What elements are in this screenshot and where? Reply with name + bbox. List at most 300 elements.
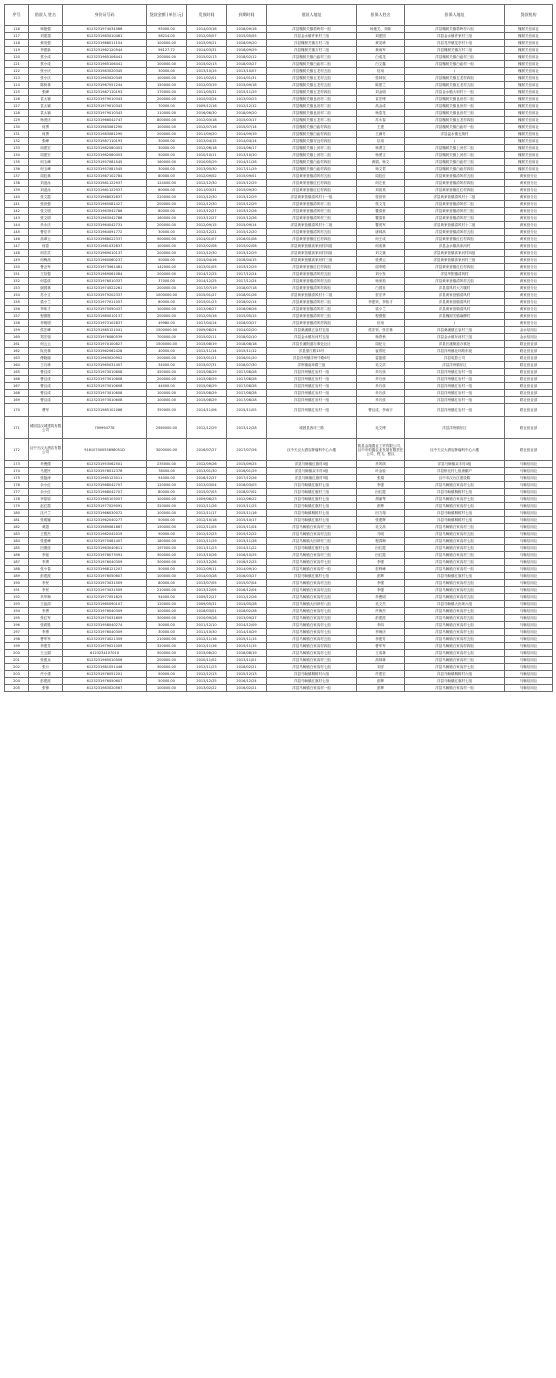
cell-id-number: 6123231973010608: [63, 376, 147, 383]
cell-guarantor-name: 白成龙: [357, 54, 405, 61]
cell-guarantor-address: 洋县溢水镇五狗村: [405, 131, 505, 138]
cell-index: 145: [5, 229, 29, 236]
cell-id-number: 6123231969061084: [63, 271, 147, 278]
cell-issue-date: 2013/01/21: [187, 355, 227, 362]
cell-guarantor-address: 洋县马畅镇桐树村六组: [405, 671, 505, 678]
cell-guarantor-name: 周李路: [357, 264, 405, 271]
cell-issue-date: 2015/07/31: [187, 362, 227, 369]
table-row: [5, 334, 553, 341]
cell-due-date: 2016/01/06: [227, 236, 267, 243]
cell-guarantor-address: 洋县马畅镇白家沟村五组: [405, 636, 505, 643]
cell-lending-institution: 黄家营分社: [505, 271, 553, 278]
table-row: [5, 257, 553, 264]
cell-loan-amount: 235000.00: [147, 461, 187, 468]
cell-due-date: 2016/02/21: [227, 685, 267, 692]
table-row: [5, 678, 553, 685]
cell-guarantor-name: 黄娟、杨文: [357, 159, 405, 166]
cell-index: 180: [5, 510, 29, 517]
cell-borrower-address: 城固县西环三路: [267, 417, 357, 439]
cell-id-number: 6123231976050607: [63, 573, 147, 580]
cell-lending-institution: 马畅信用社: [505, 475, 553, 482]
cell-guarantor-address: 洋县马畅镇白家沟村七组: [405, 664, 505, 671]
cell-loan-amount: 40000.00: [147, 348, 187, 355]
cell-id-number: 6123231973031509: [63, 580, 147, 587]
cell-index: 125: [5, 89, 29, 96]
cell-index: 170: [5, 404, 29, 417]
cell-borrower-address: 洋县洋州镇红岩村一组: [267, 369, 357, 376]
cell-borrower-name: 张文霞: [29, 194, 63, 201]
cell-issue-date: 2012/12/30: [187, 250, 227, 257]
cell-borrower-name: 张磊涛: [29, 475, 63, 482]
cell-due-date: 2018/09/16: [227, 26, 267, 33]
cell-due-date: 2016/03/03: [227, 482, 267, 489]
cell-issue-date: 2012/11/29: [187, 538, 227, 545]
cell-issue-date: 2014/03/28: [187, 573, 227, 580]
cell-lending-institution: 黄家营分社: [505, 306, 553, 313]
cell-issue-date: 2014/03/18: [187, 26, 227, 33]
cell-borrower-name: 曹应辛: [29, 229, 63, 236]
cell-id-number: 6123231967051244: [63, 82, 147, 89]
cell-index: 192: [5, 594, 29, 601]
cell-id-number: 6123231976012376: [63, 468, 147, 475]
cell-id-number: 91610700055698051D: [63, 439, 147, 461]
cell-index: 156: [5, 306, 29, 313]
cell-lending-institution: 马畅信用社: [505, 538, 553, 545]
cell-id-number: 6123231989081867: [63, 524, 147, 531]
cell-guarantor-name: 何成林: [357, 243, 405, 250]
cell-borrower-address: 洋县黄家营镇高家河村四组: [267, 250, 357, 257]
cell-issue-date: 2011/05/31: [187, 89, 227, 96]
cell-index: 119: [5, 47, 29, 54]
cell-due-date: 2015/02/08: [227, 243, 267, 250]
cell-guarantor-address: 洋县金水镇东河村三组: [405, 334, 505, 341]
table-row: [5, 580, 553, 587]
cell-index: 121: [5, 61, 29, 68]
cell-lending-institution: 马畅信用社: [505, 524, 553, 531]
cell-due-date: 2018/02/12: [227, 54, 267, 61]
cell-index: 186: [5, 552, 29, 559]
cell-borrower-address: 洋县槐树关镇白庙村四组: [267, 166, 357, 173]
cell-guarantor-address: /: [405, 138, 505, 145]
cell-borrower-name: 黄超: [29, 524, 63, 531]
cell-issue-date: 2009/08/24: [187, 327, 227, 334]
cell-borrower-address: 洋县黄家营镇清风村十二组: [267, 222, 357, 229]
cell-borrower-address: 洋县马畅镇红旗村七组: [267, 517, 357, 524]
cell-issue-date: 2012/11/14: [187, 348, 227, 355]
cell-index: 137: [5, 173, 29, 180]
cell-issue-date: 2012/09/11: [187, 566, 227, 573]
table-row: [5, 243, 553, 250]
cell-id-number: 6123231964091772: [63, 229, 147, 236]
cell-loan-amount: 30000.00: [147, 138, 187, 145]
cell-loan-amount: 170000.00: [147, 89, 187, 96]
cell-borrower-address: 洋县槐树关镇良田村二组: [267, 110, 357, 117]
cell-index: 141: [5, 201, 29, 208]
cell-id-number: 6123231973010608: [63, 390, 147, 397]
table-row: [5, 552, 553, 559]
cell-id-number: 6123234107010: [63, 650, 147, 657]
cell-issue-date: 2012/05/07: [187, 33, 227, 40]
cell-borrower-name: 张莉胜: [29, 622, 63, 629]
cell-loan-amount: 200000.00: [147, 201, 187, 208]
cell-index: 179: [5, 503, 29, 510]
cell-borrower-name: 曹汉成: [29, 390, 63, 397]
cell-loan-amount: 100000.00: [147, 608, 187, 615]
cell-id-number: 6123231977051825: [63, 594, 147, 601]
cell-guarantor-address: 洋县桑溪镇五皇村三组: [405, 327, 505, 334]
cell-id-number: 6123231963020902: [63, 355, 147, 362]
cell-borrower-address: 洋县黄家营镇清风村二组: [267, 306, 357, 313]
cell-id-number: 6123231976040309: [63, 559, 147, 566]
cell-loan-amount: 44000.00: [147, 383, 187, 390]
cell-id-number: 6123231974034566: [63, 26, 147, 33]
table-row: [5, 369, 553, 376]
cell-guarantor-address: 洋县黄家营镇清风村十二组: [405, 194, 505, 201]
cell-lending-institution: 马畅信用社: [505, 664, 553, 671]
cell-issue-date: 2012/09/02: [187, 173, 227, 180]
cell-loan-amount: 500000.00: [147, 236, 187, 243]
cell-issue-date: 2013/12/25: [187, 678, 227, 685]
cell-guarantor-name: 马明: [357, 531, 405, 538]
cell-borrower-name: 周虹林: [29, 173, 63, 180]
cell-index: 116: [5, 26, 29, 33]
cell-borrower-name: 赵红霞: [29, 503, 63, 510]
cell-guarantor-name: 田红霞: [357, 489, 405, 496]
cell-issue-date: 2015/08/20: [187, 650, 227, 657]
cell-guarantor-name: 肖俊明: [357, 594, 405, 601]
cell-lending-institution: 马畅信用社: [505, 671, 553, 678]
cell-index: 185: [5, 545, 29, 552]
cell-due-date: 2014/10/29: [227, 629, 267, 636]
cell-id-number: 6123231976040309: [63, 608, 147, 615]
cell-issue-date: 2016/07/27: [187, 439, 227, 461]
cell-lending-institution: 槐树关信用社: [505, 47, 553, 54]
cell-borrower-address: 汉中天汉大酒店肿瘤科中心六楼: [267, 439, 357, 461]
cell-lending-institution: 马畅信用社: [505, 643, 553, 650]
cell-borrower-name: 李建新: [29, 47, 63, 54]
cell-index: 176: [5, 482, 29, 489]
cell-borrower-address: 洋县黄家营镇清风村四组: [267, 320, 357, 327]
cell-due-date: 2013/10/10: [227, 152, 267, 159]
cell-lending-institution: 联社营业部: [505, 362, 553, 369]
cell-guarantor-address: 洋县黄家营镇清风村五组: [405, 173, 505, 180]
cell-loan-amount: 197000.00: [147, 545, 187, 552]
cell-index: 158: [5, 320, 29, 327]
cell-borrower-address: 洋县黄家营镇高家河村四组: [267, 243, 357, 250]
cell-loan-amount: 100000.00: [147, 306, 187, 313]
cell-lending-institution: 马畅信用社: [505, 503, 553, 510]
table-row: [5, 236, 553, 243]
cell-lending-institution: 联社营业部: [505, 390, 553, 397]
table-row: [5, 285, 553, 292]
table-row: [5, 103, 553, 110]
cell-index: 167: [5, 383, 29, 390]
cell-loan-amount: 200000.00: [147, 285, 187, 292]
cell-issue-date: 2013/12/27: [187, 215, 227, 222]
table-row: [5, 517, 553, 524]
cell-id-number: 6123231973102837: [63, 320, 147, 327]
cell-due-date: 2014/04/14: [227, 138, 267, 145]
cell-due-date: 2017/12/24: [227, 278, 267, 285]
table-row: [5, 194, 553, 201]
cell-id-number: 6123231973010608: [63, 397, 147, 404]
cell-borrower-address: 洋州镇南环路三组: [267, 362, 357, 369]
cell-loan-amount: 100000.00: [147, 496, 187, 503]
cell-index: 138: [5, 180, 29, 187]
cell-index: 191: [5, 587, 29, 594]
cell-borrower-address: 洋县黄家营镇清风村十一组: [267, 194, 357, 201]
cell-borrower-name: 曹汉成: [29, 383, 63, 390]
cell-due-date: 2014/02/20: [227, 327, 267, 334]
cell-borrower-address: 洋县马畅镇白家沟村七组: [267, 629, 357, 636]
table-row: [5, 650, 553, 657]
cell-issue-date: 2015/08/29: [187, 390, 227, 397]
cell-guarantor-address: 洋县槐树关镇白庙村四组: [405, 166, 505, 173]
cell-guarantor-name: 贺利峰: [357, 566, 405, 573]
cell-loan-amount: 200000.00: [147, 657, 187, 664]
cell-id-number: 6123231965010506: [63, 657, 147, 664]
cell-guarantor-address: 洋县马畅镇白家沟村七组: [405, 538, 505, 545]
cell-lending-institution: 马畅信用社: [505, 482, 553, 489]
cell-index: 174: [5, 468, 29, 475]
cell-borrower-address: 洋县洋州镇红岩村一组: [267, 383, 357, 390]
cell-guarantor-name: 唐林高: [357, 229, 405, 236]
cell-issue-date: 2009/12/16: [187, 103, 227, 110]
loan-table-sheet: [4, 4, 552, 692]
cell-borrower-name: 何勇: [29, 124, 63, 131]
cell-loan-amount: 800000.00: [147, 117, 187, 124]
cell-index: 129: [5, 117, 29, 124]
cell-borrower-name: 张锋: [29, 685, 63, 692]
cell-borrower-address: 洋县黄家营镇清风村十二组: [267, 292, 357, 299]
cell-borrower-address: 洋县洋州镇红岩村一组: [267, 397, 357, 404]
cell-index: 150: [5, 264, 29, 271]
cell-issue-date: 2017/07/19: [187, 285, 227, 292]
cell-borrower-name: 余小红: [29, 489, 63, 496]
cell-lending-institution: 槐树关信用社: [505, 124, 553, 131]
cell-lending-institution: 马畅信用社: [505, 517, 553, 524]
table-row: [5, 461, 553, 468]
cell-due-date: 2016/10/25: [227, 552, 267, 559]
cell-borrower-name: 刘建超: [29, 33, 63, 40]
table-row: [5, 587, 553, 594]
cell-guarantor-address: 洋县黄家营镇清风村三组: [405, 208, 505, 215]
cell-borrower-address: 洋县黄家营镇清风村三组: [267, 208, 357, 215]
cell-id-number: 6123231957081545: [63, 159, 147, 166]
cell-lending-institution: 金水信用社: [505, 334, 553, 341]
cell-lending-institution: 马畅信用社: [505, 461, 553, 468]
cell-issue-date: 2016/12/27: [187, 475, 227, 482]
cell-guarantor-name: 瞿虎军: [357, 222, 405, 229]
cell-due-date: 2018/01/26: [227, 292, 267, 299]
cell-id-number: 6123231968032837: [63, 194, 147, 201]
cell-index: 200: [5, 650, 29, 657]
cell-issue-date: 2012/12/30: [187, 180, 227, 187]
cell-id-number: 6123231976051201: [63, 671, 147, 678]
cell-guarantor-name: 刘小发: [357, 271, 405, 278]
cell-id-number: 6123231962040277: [63, 517, 147, 524]
cell-guarantor-address: /: [405, 68, 505, 75]
cell-guarantor-address: 洋县槐树关镇白庙村一组: [405, 61, 505, 68]
cell-loan-amount: 80000.00: [147, 489, 187, 496]
cell-borrower-name: 程德胜: [29, 313, 63, 320]
cell-guarantor-name: 陈建兰: [357, 82, 405, 89]
cell-guarantor-address: 洋县槐树关镇良田村三组: [405, 110, 505, 117]
cell-guarantor-name: 张娟: [357, 475, 405, 482]
cell-due-date: 2017/08/28: [227, 383, 267, 390]
cell-guarantor-address: 洋县马畅镇桐树村七组: [405, 510, 505, 517]
cell-borrower-name: 彭建波: [29, 678, 63, 685]
cell-guarantor-name: 袁宏博: [357, 96, 405, 103]
cell-guarantor-name: 高金成: [357, 103, 405, 110]
cell-guarantor-name: 何左世: [357, 180, 405, 187]
cell-lending-institution: 黄家营分社: [505, 236, 553, 243]
cell-borrower-name: 阮亮林: [29, 348, 63, 355]
cell-borrower-address: 洋县槐树关镇白庙村四组: [267, 124, 357, 131]
cell-due-date: 2014/09/10: [227, 566, 267, 573]
cell-lending-institution: 马畅信用社: [505, 559, 553, 566]
cell-id-number: 6123231965106441: [63, 61, 147, 68]
cell-guarantor-name: 梁小兰: [357, 306, 405, 313]
table-row: [5, 89, 553, 96]
cell-issue-date: 2012/12/30: [187, 201, 227, 208]
cell-index: 147: [5, 243, 29, 250]
cell-issue-date: 2015/01/27: [187, 292, 227, 299]
cell-borrower-address: 洋县马畅镇白家沟村七组: [267, 559, 357, 566]
table-row: [5, 573, 553, 580]
cell-guarantor-name: 周虹红: [357, 173, 405, 180]
cell-lending-institution: 槐树关信用社: [505, 54, 553, 61]
cell-lending-institution: 槐树关信用社: [505, 117, 553, 124]
header-guarantor-address: 担保人地址: [405, 5, 505, 26]
cell-due-date: 2016/02/21: [227, 664, 267, 671]
cell-id-number: 6123231960060237: [63, 257, 147, 264]
table-row: [5, 417, 553, 439]
cell-guarantor-address: 洋县洋州镇红岩村一组: [405, 383, 505, 390]
cell-lending-institution: 马畅信用社: [505, 629, 553, 636]
cell-borrower-name: 曹汉成: [29, 369, 63, 376]
table-row: [5, 439, 553, 461]
cell-guarantor-name: 吴文高: [357, 524, 405, 531]
table-row: [5, 187, 553, 194]
cell-loan-amount: 200000.00: [147, 54, 187, 61]
cell-due-date: 2015/11/15: [227, 643, 267, 650]
cell-due-date: 2017/07/26: [227, 439, 267, 461]
cell-due-date: 2018/08/19: [227, 650, 267, 657]
cell-loan-amount: 450000.00: [147, 369, 187, 376]
cell-borrower-name: 张峰: [29, 89, 63, 96]
cell-issue-date: 2014/01/07: [187, 236, 227, 243]
cell-guarantor-address: 洋县黄家营镇清风村四组: [405, 180, 505, 187]
cell-index: 120: [5, 54, 29, 61]
cell-guarantor-address: 洋县槐树关镇梧岭村六组: [405, 26, 505, 33]
cell-guarantor-address: 洋县马畅镇白家沟村五组: [405, 594, 505, 601]
cell-loan-amount: 95000.00: [147, 26, 187, 33]
cell-index: 181: [5, 517, 29, 524]
cell-guarantor-address: 洋县清风村大方堰村: [405, 285, 505, 292]
header-index: 序号: [5, 5, 29, 26]
cell-issue-date: 2011/02/01: [187, 75, 227, 82]
cell-id-number: 6123231976040309: [63, 629, 147, 636]
table-row: [5, 475, 553, 482]
cell-issue-date: 2010/09/28: [187, 615, 227, 622]
cell-id-number: 6123231987110193: [63, 89, 147, 96]
cell-due-date: 2015/09/25: [227, 461, 267, 468]
cell-due-date: 2014/11/28: [227, 159, 267, 166]
cell-lending-institution: 黄家营分社: [505, 208, 553, 215]
cell-due-date: 2015/11/15: [227, 636, 267, 643]
cell-borrower-address: 洋县槐树关镇五龙村五组: [267, 75, 357, 82]
cell-borrower-address: 洋县金水镇许家村三组: [267, 33, 357, 40]
cell-guarantor-address: 洋县黄家营镇清风村: [405, 306, 505, 313]
cell-id-number: 6123231982080453: [63, 145, 147, 152]
cell-borrower-name: 城固县汉城建筑有限公司: [29, 417, 63, 439]
cell-index: 166: [5, 376, 29, 383]
cell-borrower-name: 曹汉成: [29, 376, 63, 383]
cell-borrower-name: 张明娜: [29, 517, 63, 524]
cell-id-number: 6123231975031809: [63, 615, 147, 622]
cell-loan-amount: 142000.00: [147, 264, 187, 271]
cell-guarantor-address: 洋县电影公司: [405, 355, 505, 362]
table-row: [5, 292, 553, 299]
cell-due-date: 2016/12/04: [227, 587, 267, 594]
cell-issue-date: 2013/10/15: [187, 68, 227, 75]
cell-issue-date: 2010/10/11: [187, 152, 227, 159]
cell-due-date: 2015/11/05: [227, 404, 267, 417]
cell-guarantor-address: 洋县长溪街道办事处: [405, 341, 505, 348]
cell-issue-date: 2011/12/10: [187, 622, 227, 629]
cell-id-number: 6123231968022337: [63, 236, 147, 243]
cell-borrower-name: 苏小文: [29, 292, 63, 299]
cell-guarantor-name: 李强: [357, 559, 405, 566]
cell-issue-date: 2013/07/05: [187, 580, 227, 587]
cell-borrower-address: 洋县马畅镇桐树村七组: [267, 510, 357, 517]
cell-borrower-name: 郑宏姐: [29, 334, 63, 341]
table-row: [5, 75, 553, 82]
cell-lending-institution: 马畅信用社: [505, 685, 553, 692]
cell-issue-date: 2012/03/19: [187, 82, 227, 89]
cell-due-date: 2018/02/14: [227, 299, 267, 306]
cell-loan-amount: 100000.00: [147, 124, 187, 131]
cell-loan-amount: 100000.00: [147, 40, 187, 47]
cell-guarantor-name: 张文龙: [357, 201, 405, 208]
header-loan-amount: 贷款金额 (单位:元): [147, 5, 187, 26]
cell-issue-date: 2009/06/23: [187, 496, 227, 503]
cell-guarantor-address: 洋县洋州镇红岩村一组: [405, 369, 505, 376]
cell-borrower-address: 洋县黄家营镇清风村二组: [267, 201, 357, 208]
cell-lending-institution: 马畅信用社: [505, 615, 553, 622]
cell-borrower-name: 彭建波: [29, 573, 63, 580]
cell-lending-institution: 槐树关信用社: [505, 33, 553, 40]
cell-lending-institution: 槐树关信用社: [505, 75, 553, 82]
cell-lending-institution: 黄家营分社: [505, 180, 553, 187]
cell-guarantor-name: 程春梅: [357, 538, 405, 545]
cell-borrower-address: 洋县马畅镇白家沟村五组: [267, 531, 357, 538]
cell-borrower-name: 袁太颖: [29, 103, 63, 110]
cell-index: 199: [5, 643, 29, 650]
cell-guarantor-address: 洋县黄家营镇高家河村四组: [405, 250, 505, 257]
cell-borrower-address: 洋县马畅镇大田坝村八组: [267, 601, 357, 608]
cell-id-number: 6123231975061407: [63, 538, 147, 545]
cell-lending-institution: 黄家营分社: [505, 243, 553, 250]
cell-issue-date: 2012/11/05: [187, 524, 227, 531]
cell-index: 161: [5, 341, 29, 348]
cell-loan-amount: 300000.00: [147, 552, 187, 559]
cell-guarantor-address: 洋县马畅镇白家沟村五组: [405, 587, 505, 594]
cell-lending-institution: 金水信用社: [505, 327, 553, 334]
cell-guarantor-name: 杨勇文: [357, 145, 405, 152]
cell-guarantor-name: 彭辉: [357, 685, 405, 692]
